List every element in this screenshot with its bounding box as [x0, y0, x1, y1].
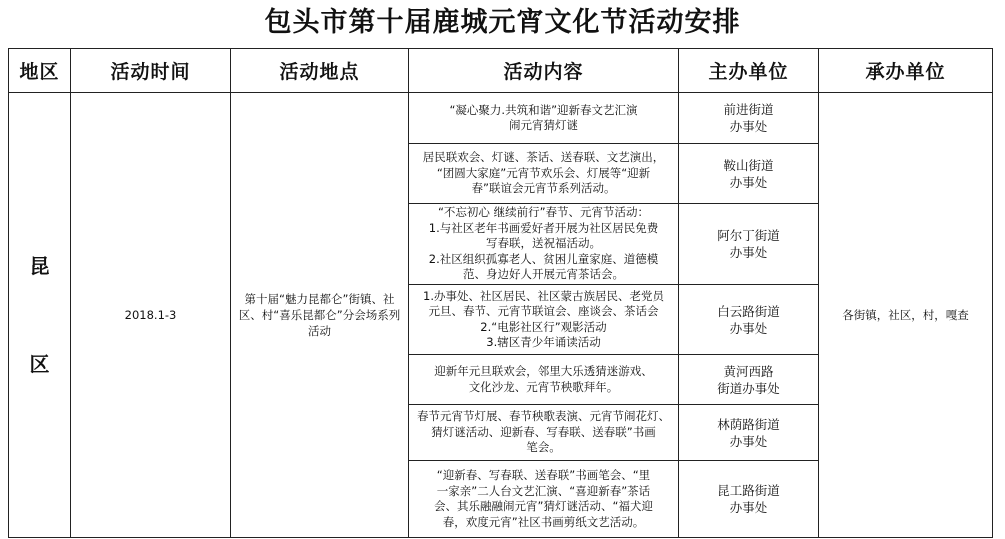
table-border-right — [992, 48, 993, 538]
region-char: 区 — [29, 352, 50, 376]
row-content: “迎新春、写春联、送春联”书画笔会、“里 一家亲”二人台文艺汇演、“喜迎新春”茶话 会、其乐融融闹元宵”猜灯谜活动、“福犬迎 春，欢度元宵”社区书画剪纸文艺活动。 — [434, 468, 653, 529]
region-char: 昆 — [29, 254, 50, 278]
row-host: 昆工路街道 办事处 — [717, 483, 780, 515]
page-title: 包头市第十届鹿城元宵文化节活动安排 — [264, 7, 741, 38]
venue-cell: 第十届“魅力昆都仑”街镇、社区、村“喜乐昆都仑”分会场系列活动 — [238, 292, 401, 338]
row-host: 鞍山街道 办事处 — [723, 157, 774, 190]
row-content: “凝心聚力.共筑和谐”迎新春文艺汇演 闹元宵猜灯谜 — [449, 102, 638, 132]
table-border-bottom — [8, 537, 993, 538]
header-host: 主办单位 — [708, 61, 789, 83]
header-venue: 活动地点 — [279, 61, 360, 83]
row-host: 白云路街道 办事处 — [717, 303, 780, 336]
header-time: 活动时间 — [110, 61, 191, 83]
row-content: “不忘初心 继续前行”春节、元宵节活动： 1.与社区老年书画爱好者开展为社区居民免费 写春联，送祝福活动。 2.社区组织孤寡老人、贫困儿童家庭、道德模 范、身边好人开展元宵茶话会。 — [428, 205, 659, 282]
row-host: 前进街道 办事处 — [723, 102, 774, 134]
header-region: 地区 — [19, 61, 60, 83]
undertaker-cell: 各街镇，社区，村，嘎查 — [842, 308, 969, 322]
row-content: 居民联欢会、灯谜、茶话、送春联、文艺演出， “团圆大家庭”元宵节欢乐会、灯展等“迎新 春”联谊会元宵节系列活动。 — [422, 150, 665, 196]
row-content: 1.办事处、社区居民、社区蒙古族居民、老党员 元旦、春节、元宵节联谊会、座谈会、茶话会 2.“电影社区行”观影活动 3.辖区青少年诵读活动 — [423, 288, 664, 349]
header-content: 活动内容 — [503, 61, 584, 83]
region-cell — [9, 93, 70, 537]
row-content: 迎新年元旦联欢会，邻里大乐透猜迷游戏、 文化沙龙、元宵节秧歌拜年。 — [434, 364, 653, 394]
row-content: 春节元宵节灯展、春节秧歌表演、元宵节闹花灯、 猜灯谜活动、迎新春、写春联、送春联”书画 笔会。 — [417, 409, 670, 455]
row-host: 阿尔丁街道 办事处 — [717, 228, 780, 260]
header-undertaker: 承办单位 — [865, 61, 946, 83]
row-host: 林荫路街道 办事处 — [717, 416, 780, 449]
time-cell: 2018.1-3 — [124, 308, 177, 322]
row-host: 黄河西路 街道办事处 — [717, 363, 780, 396]
